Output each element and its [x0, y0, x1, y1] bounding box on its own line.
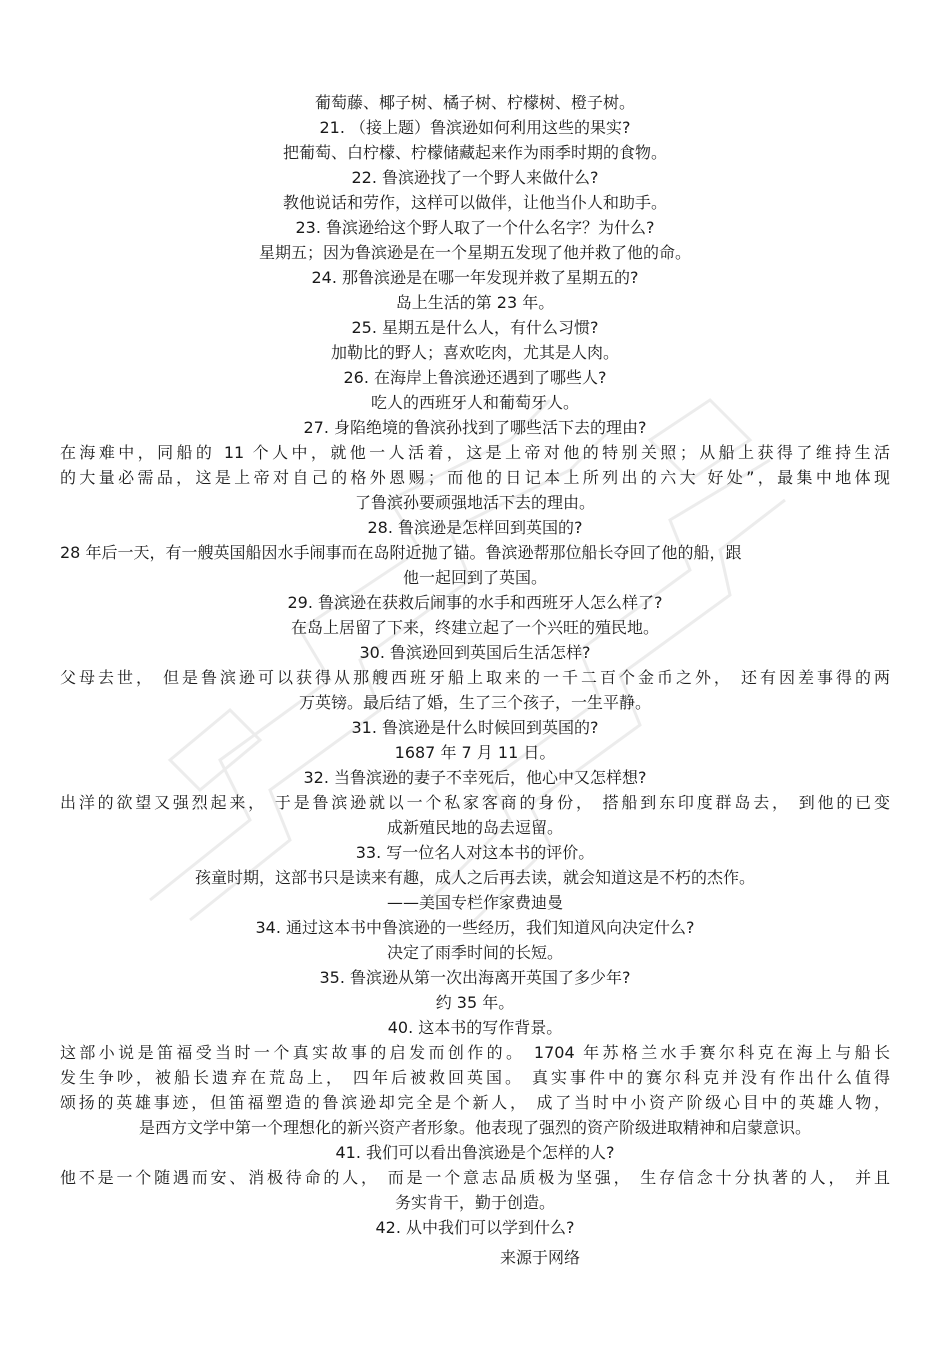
- text-line: 吃人的西班牙人和葡萄牙人。: [370, 393, 579, 412]
- text-line: 他不是一个随遇而安、消极待命的人， 而是一个意志品质极为坚强， 生存信念十分执著的人， 并且: [60, 1168, 890, 1187]
- text-line: 21. （接上题）鲁滨逊如何利用这些的果实?: [319, 118, 631, 137]
- text-line: 约 35 年。: [435, 993, 515, 1012]
- text-line: 颂扬的英雄事迹，但笛福塑造的鲁滨逊却完全是个新人， 成了当时中小资产阶级心目中的英雄人物，: [60, 1093, 890, 1112]
- text-line: 星期五；因为鲁滨逊是在一个星期五发现了他并救了他的命。: [258, 243, 691, 262]
- text-line: 23. 鲁滨逊给这个野人取了一个什么名字？为什么?: [295, 218, 655, 237]
- text-line: 的大量必需品，这是上帝对自己的格外恩赐；而他的日记本上所列出的六大 好处”，最集中地体现: [60, 468, 890, 487]
- text-line: 42. 从中我们可以学到什么?: [375, 1218, 575, 1237]
- text-line: 28 年后一天，有一艘英国船因水手闹事而在岛附近抛了锚。鲁滨逊帮那位船长夺回了他的船，跟: [60, 543, 742, 562]
- text-line: 出洋的欲望又强烈起来， 于是鲁滨逊就以一个私家客商的身份， 搭船到东印度群岛去， 到他的已变: [60, 793, 890, 812]
- text-line: 把葡萄、白柠檬、柠檬储藏起来作为雨季时期的食物。: [282, 143, 667, 162]
- text-line: 30. 鲁滨逊回到英国后生活怎样?: [359, 643, 591, 662]
- text-line: 岛上生活的第 23 年。: [395, 293, 555, 312]
- text-line: 了鲁滨孙要顽强地活下去的理由。: [354, 493, 595, 512]
- text-line: 25. 星期五是什么人，有什么习惯?: [351, 318, 599, 337]
- text-line: 在海难中，同船的 11 个人中，就他一人活着，这是上帝对他的特别关照；从船上获得了维持生活: [60, 443, 890, 462]
- text-line: 41. 我们可以看出鲁滨逊是个怎样的人?: [335, 1143, 615, 1162]
- text-line: 教他说话和劳作，这样可以做伴，让他当仆人和助手。: [282, 193, 667, 212]
- text-line: 33. 写一位名人对这本书的评价。: [355, 843, 595, 862]
- text-line: 加勒比的野人；喜欢吃肉，尤其是人肉。: [330, 343, 619, 362]
- text-line: 是西方文学中第一个理想化的新兴资产者形象。他表现了强烈的资产阶级进取精神和启蒙意识。: [138, 1118, 811, 1137]
- source-note: 来源于网络: [500, 1248, 581, 1267]
- text-line: 35. 鲁滨逊从第一次出海离开英国了多少年?: [319, 968, 631, 987]
- text-line: 28. 鲁滨逊是怎样回到英国的?: [367, 518, 583, 537]
- text-line: 他一起回到了英国。: [402, 568, 547, 587]
- text-line: 27. 身陷绝境的鲁滨孙找到了哪些活下去的理由?: [303, 418, 647, 437]
- text-line: 29. 鲁滨逊在获救后闹事的水手和西班牙人怎么样了?: [287, 593, 663, 612]
- text-line: 22. 鲁滨逊找了一个野人来做什么?: [351, 168, 599, 187]
- text-line: 1687 年 7 月 11 日。: [394, 743, 556, 762]
- text-line: ——美国专栏作家费迪曼: [386, 893, 563, 912]
- qa-text-body: [60, 90, 890, 1240]
- text-line: 40. 这本书的写作背景。: [387, 1018, 563, 1037]
- text-line: 万英镑。最后结了婚，生了三个孩子，一生平静。: [298, 693, 651, 712]
- text-line: 34. 通过这本书中鲁滨逊的一些经历，我们知道风向决定什么?: [255, 918, 695, 937]
- text-line: 成新殖民地的岛去逗留。: [386, 818, 563, 837]
- text-line: 32. 当鲁滨逊的妻子不幸死后，他心中又怎样想?: [303, 768, 647, 787]
- text-line: 31. 鲁滨逊是什么时候回到英国的?: [351, 718, 599, 737]
- text-line: 发生争吵，被船长遗弃在荒岛上， 四年后被救回英国。 真实事件中的赛尔科克并没有作出什么值得: [60, 1068, 890, 1087]
- text-line: 决定了雨季时间的长短。: [386, 943, 563, 962]
- text-line: 24. 那鲁滨逊是在哪一年发现并救了星期五的?: [311, 268, 639, 287]
- text-line: 父母去世， 但是鲁滨逊可以获得从那艘西班牙船上取来的一千二百个金币之外， 还有因差事得的两: [60, 668, 890, 687]
- text-line: 孩童时期，这部书只是读来有趣，成人之后再去读，就会知道这是不朽的杰作。: [194, 868, 755, 887]
- text-line: 26. 在海岸上鲁滨逊还遇到了哪些人?: [343, 368, 607, 387]
- text-line: 葡萄藤、椰子树、橘子树、柠檬树、橙子树。: [314, 93, 635, 112]
- text-line: 在岛上居留了下来，终建立起了一个兴旺的殖民地。: [290, 618, 659, 637]
- text-line: 这部小说是笛福受当时一个真实故事的启发而创作的。 1704 年苏格兰水手赛尔科克在海上与船长: [60, 1043, 890, 1062]
- text-line: 务实肯干，勤于创造。: [394, 1193, 555, 1212]
